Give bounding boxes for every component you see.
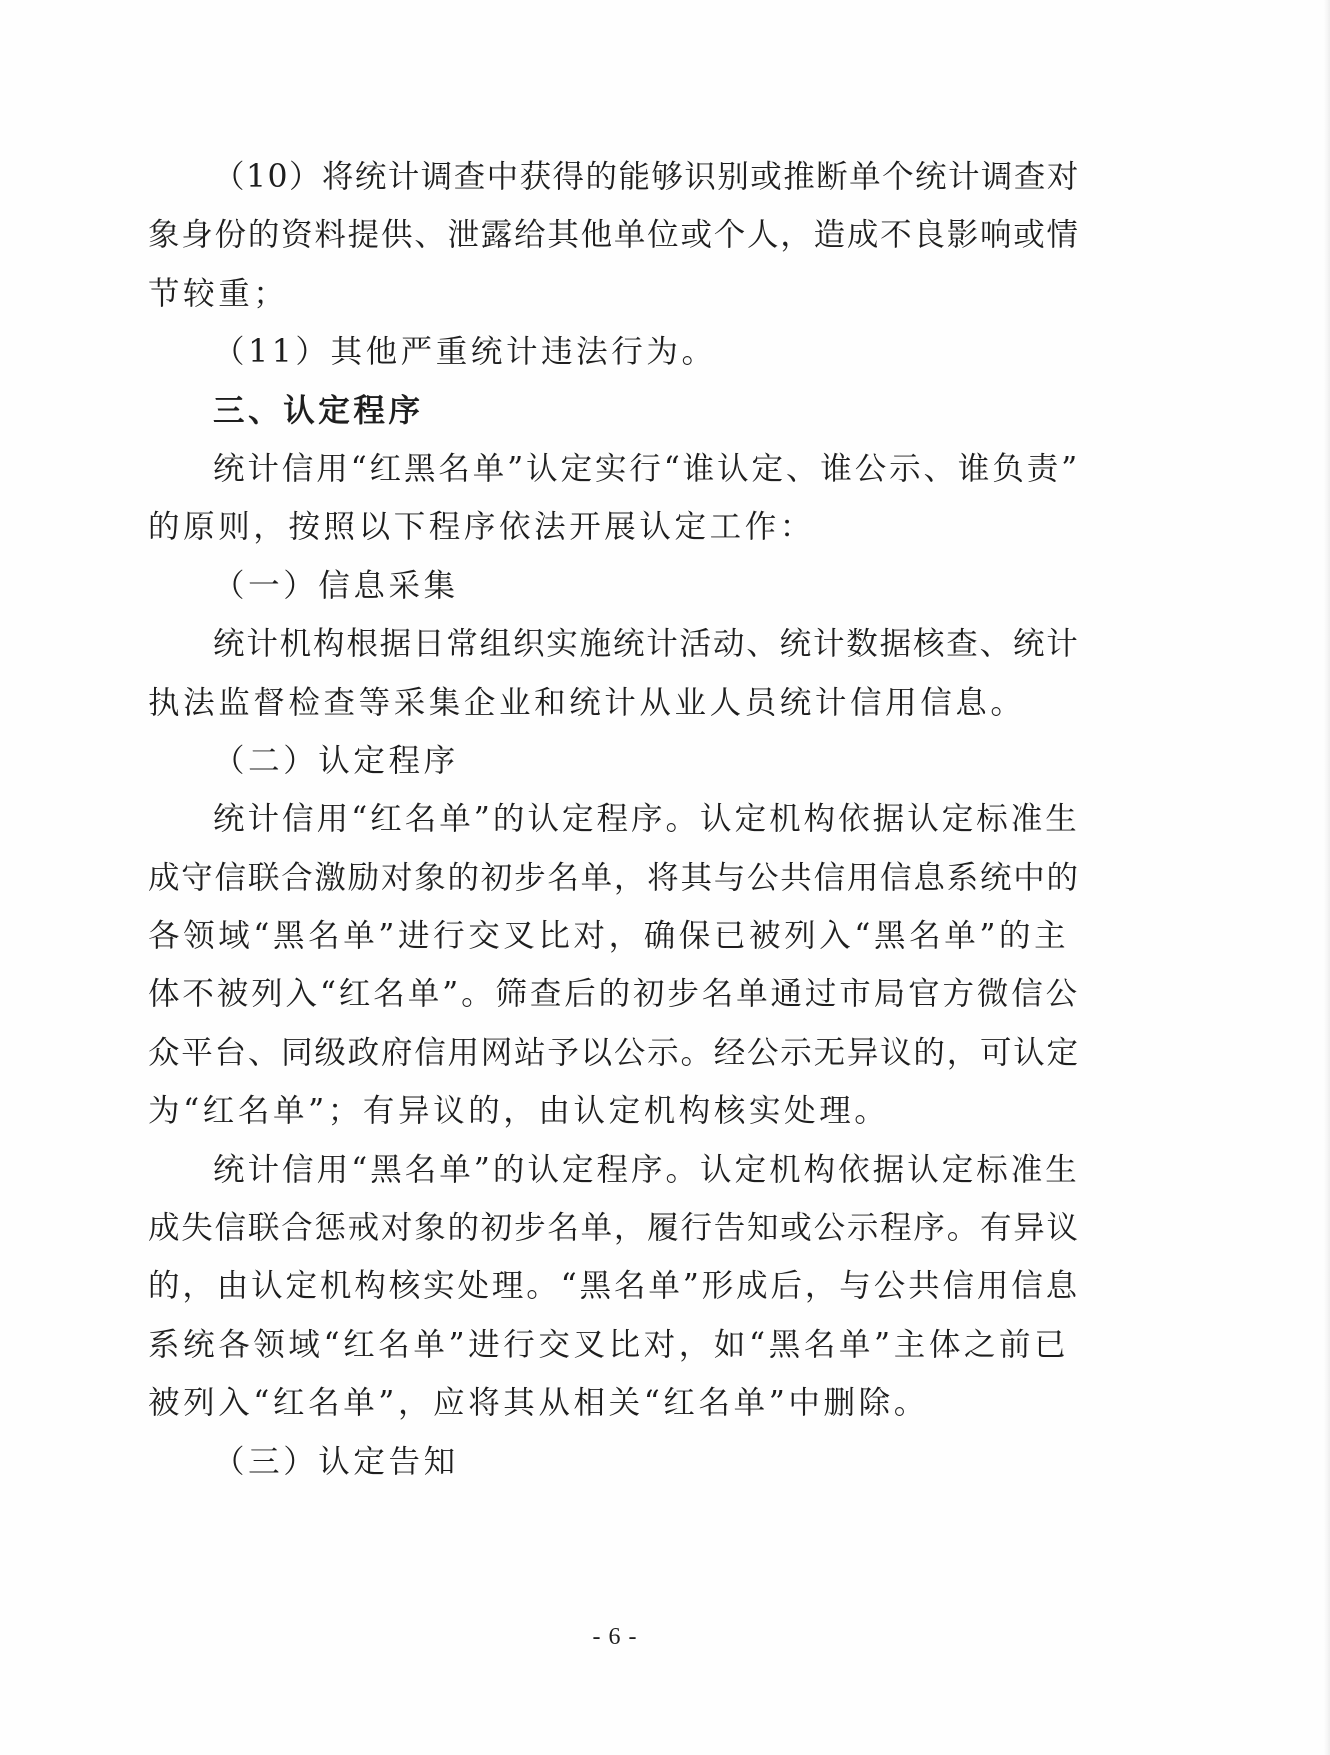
text-line: （11）其他严重统计违法行为。 <box>213 334 717 371</box>
text-line: 的，由认定机构核实处理。“黑名单”形成后，与公共信用信息 <box>148 1268 1081 1305</box>
text-line: 统计机构根据日常组织实施统计活动、统计数据核查、统计 <box>213 626 1080 663</box>
text-line: 的原则，按照以下程序依法开展认定工作： <box>148 509 815 546</box>
text-line: 象身份的资料提供、泄露给其他单位或个人，造成不良影响或情 <box>148 217 1080 254</box>
text-line: 众平台、同级政府信用网站予以公示。经公示无异议的，可认定 <box>148 1034 1080 1071</box>
text-line: 体不被列入“红名单”。筛查后的初步名单通过市局官方微信公 <box>148 976 1081 1013</box>
text-line: 统计信用“红黑名单”认定实行“谁认定、谁公示、谁负责” <box>213 450 1081 487</box>
subsection-heading: （一）信息采集 <box>213 567 459 604</box>
body-text <box>148 148 1080 1491</box>
text-line: 各领域“黑名单”进行交叉比对，确保已被列入“黑名单”的主 <box>148 918 1070 955</box>
text-line: 被列入“红名单”，应将其从相关“红名单”中删除。 <box>148 1385 929 1422</box>
text-line: 统计信用“红名单”的认定程序。认定机构依据认定标准生 <box>213 801 1080 838</box>
subsection-heading: （二）认定程序 <box>213 742 459 779</box>
text-line: 执法监督检查等采集企业和统计从业人员统计信用信息。 <box>148 684 1026 721</box>
section-heading: 三、认定程序 <box>213 392 424 429</box>
text-line: （10）将统计调查中获得的能够识别或推断单个统计调查对 <box>213 159 1080 195</box>
text-line: 系统各领域“红名单”进行交叉比对，如“黑名单”主体之前已 <box>148 1326 1070 1363</box>
page-number: - 6 - <box>592 1624 638 1650</box>
text-line: 成守信联合激励对象的初步名单，将其与公共信用信息系统中的 <box>148 859 1080 896</box>
page-edge <box>1324 0 1330 1755</box>
text-line: 节较重； <box>148 275 289 312</box>
subsection-heading: （三）认定告知 <box>213 1443 459 1480</box>
text-line: 统计信用“黑名单”的认定程序。认定机构依据认定标准生 <box>213 1151 1080 1188</box>
text-line: 成失信联合惩戒对象的初步名单，履行告知或公示程序。有异议 <box>148 1210 1080 1247</box>
text-line: 为“红名单”；有异议的，由认定机构核实处理。 <box>148 1093 890 1130</box>
